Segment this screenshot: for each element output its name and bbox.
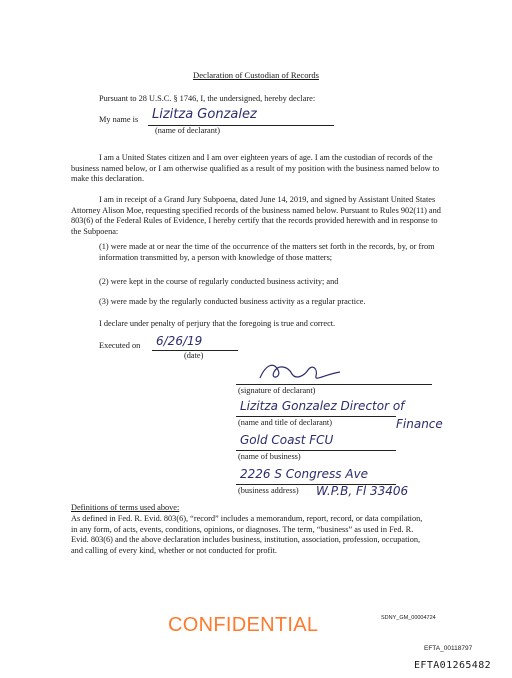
document-title: Declaration of Custodian of Records xyxy=(192,70,319,80)
perjury-statement: I declare under penalty of perjury that the foregoing is true and correct. xyxy=(99,319,336,328)
item-2: (2) were kept in the course of regularly conducted business activity; and xyxy=(99,277,339,286)
signature-caption: (signature of declarant) xyxy=(238,386,316,395)
business-handwriting: Gold Coast FCU xyxy=(240,433,334,447)
name-title-handwriting-line2: Finance xyxy=(396,417,443,431)
executed-date-handwriting: 6/26/19 xyxy=(156,334,203,348)
paragraph-subpoena: I am in receipt of a Grand Jury Subpoena, dated June 14, 2019, and signed by Assistant United States Attorney Alison Moe, requesting specified records of the business named below. Pursuant to Rules 902(11) and 803(6) of the Federal Rules of Evidence, I hereby certify that the records provided herewith and in response to the Subpoena: xyxy=(71,195,441,236)
name-caption: (name of declarant) xyxy=(155,126,220,135)
declarant-name-handwriting: Lizitza Gonzalez xyxy=(152,107,257,122)
confidential-stamp: CONFIDENTIAL xyxy=(168,614,319,636)
definitions-heading: Definitions of terms used above: xyxy=(71,503,180,512)
name-label: My name is xyxy=(99,115,139,124)
pursuant-intro: Pursuant to 28 U.S.C. § 1746, I, the undersigned, hereby declare: xyxy=(99,94,316,103)
item-1: (1) were made at or near the time of the occurrence of the matters set forth in the records, by, or from information transmitted by, a person with knowledge of those matters; xyxy=(99,242,435,262)
definitions-body: As defined in Fed. R. Evid. 803(6), “record” includes a memorandum, report, record, or data compilation, in any form, of acts, events, conditions, opinions, or diagnoses. The term, “business” as used in Fed. R. Evid. 803(6) and the above declaration includes business, institution, association, profession, occupation, and calling of every kind, whether or not conducted for profit. xyxy=(71,514,423,555)
business-line xyxy=(236,432,396,451)
executed-date-line xyxy=(152,334,238,351)
executed-label: Executed on xyxy=(99,341,141,350)
item-3: (3) were made by the regularly conducted business activity as a regular practice. xyxy=(99,297,366,306)
address-handwriting-line2: W.P.B, Fl 33406 xyxy=(316,484,409,498)
date-caption: (date) xyxy=(184,351,204,360)
name-line xyxy=(148,105,334,126)
efta-large-number: EFTA01265482 xyxy=(414,660,492,671)
signature-scribble xyxy=(256,360,346,384)
address-caption: (business address) xyxy=(238,486,299,495)
signature-line xyxy=(236,366,432,385)
efta-small-number: EFTA_00118797 xyxy=(424,645,473,652)
name-title-caption: (name and title of declarant) xyxy=(238,418,332,427)
sdny-bates-number: SDNY_GM_00004724 xyxy=(381,615,436,621)
address-line xyxy=(236,466,396,485)
paragraph-citizen: I am a United States citizen and I am over eighteen years of age. I am the custodian of records of the business named below, or I am otherwise qualified as a result of my position with the business named below to make this declaration. xyxy=(71,153,440,184)
address-handwriting-line1: 2226 S Congress Ave xyxy=(240,467,369,481)
name-title-handwriting-line1: Lizitza Gonzalez Director of xyxy=(240,399,405,413)
business-caption: (name of business) xyxy=(238,452,301,461)
